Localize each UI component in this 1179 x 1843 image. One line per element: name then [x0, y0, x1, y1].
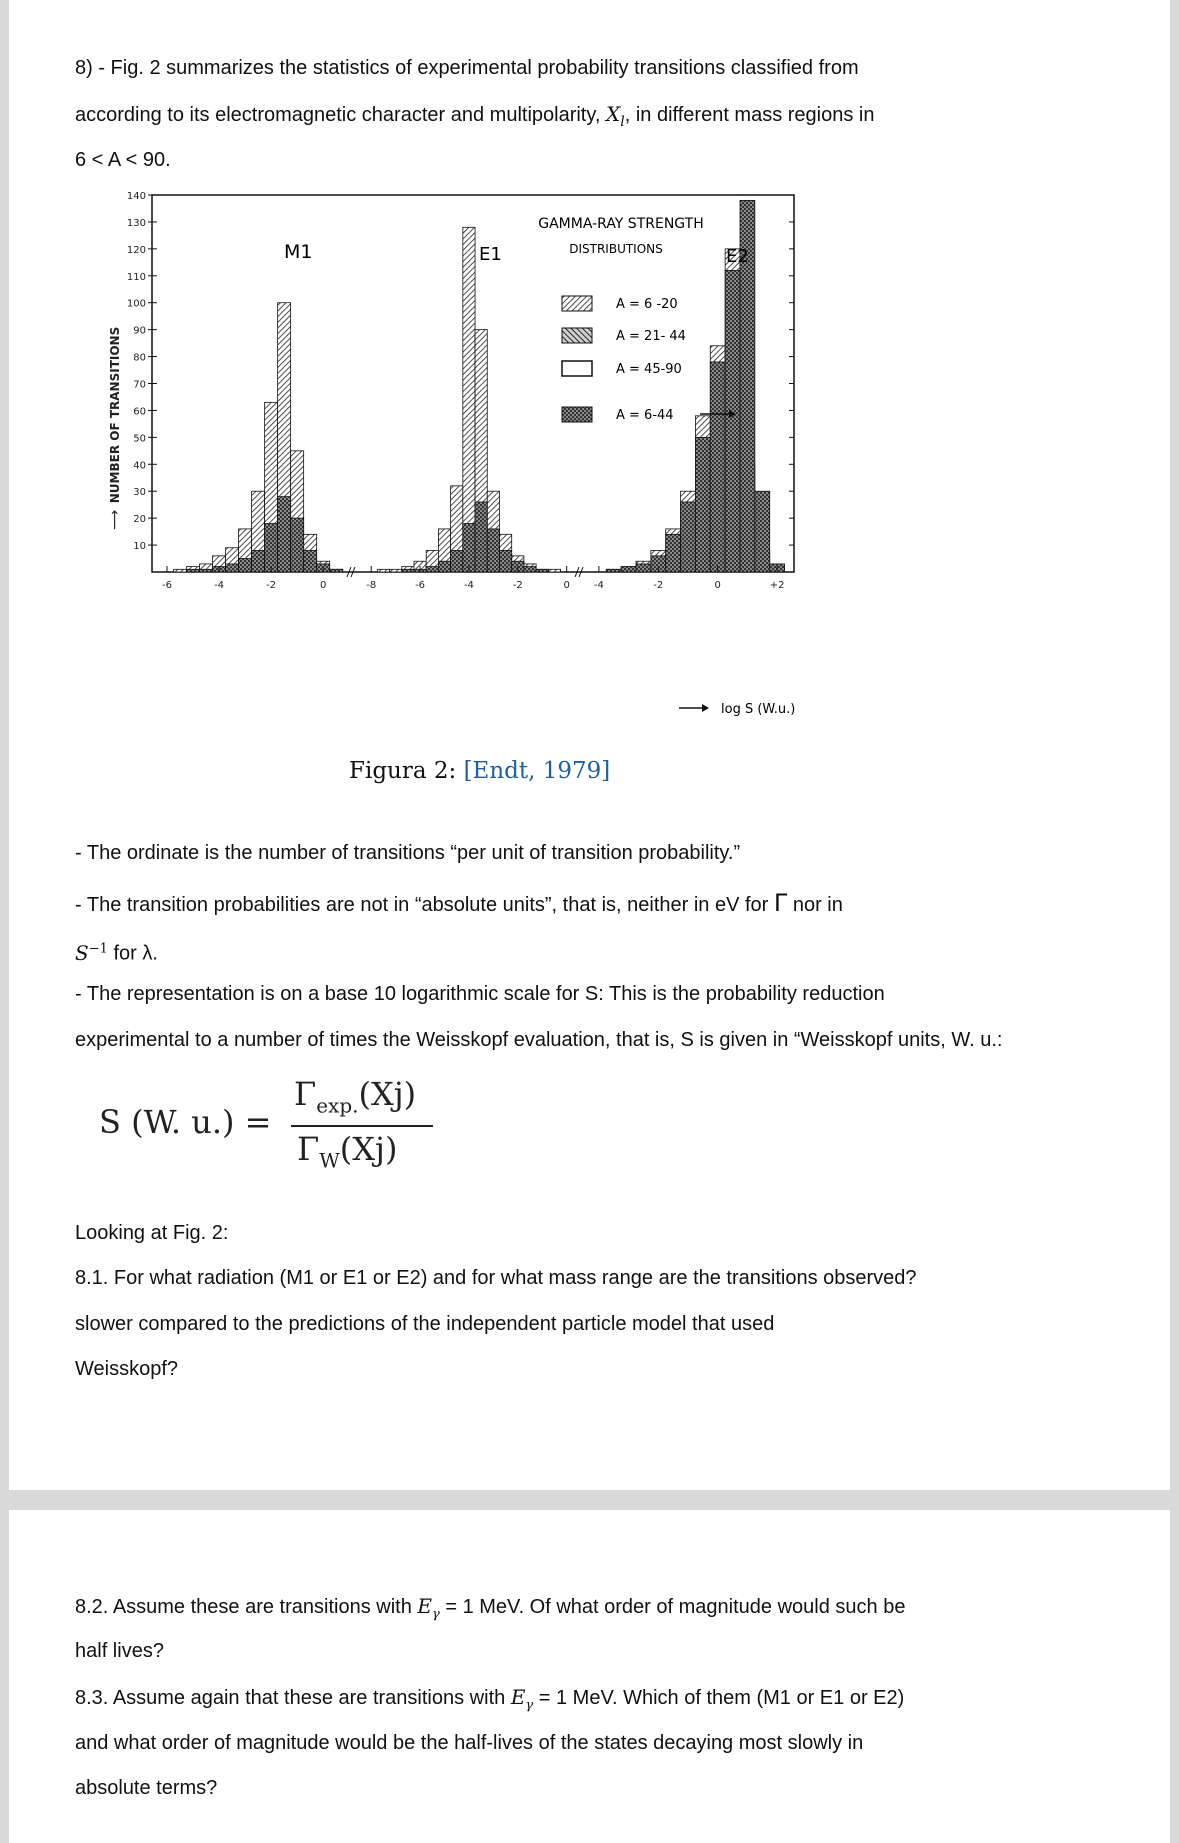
question-8-2-line-2: half lives?	[75, 1640, 164, 1662]
bar-e1-a6-20	[377, 569, 389, 572]
x-tick-label: -2	[512, 580, 523, 591]
bar-e1-a6-20	[548, 569, 560, 572]
legend-label-a21-44: A = 21- 44	[616, 329, 686, 344]
legend-label-a6-44: A = 6-44	[616, 408, 674, 423]
bullet-log-scale-cont: experimental to a number of times the Weisskopf evaluation, that is, S is given in “Weisskopf units, W. u.:	[75, 1029, 1003, 1051]
bar-e2-a6-44	[710, 362, 725, 572]
x-tick-label: -8	[366, 580, 377, 591]
x-tick-label: -4	[593, 580, 604, 591]
bullet-log-scale: - The representation is on a base 10 logarithmic scale for S: This is the probability reduction	[75, 983, 885, 1005]
figure-title-line-2: DISTRIBUTIONS	[569, 242, 663, 256]
bar-e1-a6-44	[499, 550, 511, 572]
intro-line-2: according to its electromagnetic character and multipolarity, $X_l$, in different mass regions in	[75, 102, 875, 130]
bar-e1-a6-20	[390, 569, 402, 572]
x-tick-label: 0	[319, 580, 327, 591]
document-page-1: 8) - Fig. 2 summarizes the statistics of experimental probability transitions classified from according to its electromagnetic character and multipolarity, $X_l$, in different mass regions in 6 < A < 90. 140 130 120 110 100 90 80 70 60 50 40 30 20 10 -6 -4 -2 0 -8 -6 -4 -2 0 -4 -2 0 +2 NUMBER OF TRANSITIONS ⟶ M1 E1 E2 GAMMA-RAY STRENGTH DISTRIBUTIONS A = 6 -20 A = 21- 44 A = 45-90 A = 6-44 log S (W.u.) Figura 2: [Endt, 1979] - The ordinate is the number of transitions “per unit of transition probability.” - The transition probabilities are not in “absolute units”, that is, neither in eV for Γ nor in $S^{-1}$ for λ. - The representation is on a base 10 logarithmic scale for S: This is the probability reduction experimental to a number of times the Weisskopf evaluation, that is, S is given in “Weisskopf units, W. u.: S (W. u.) = $\Gamma_{exp.}(Xj)$ $\Gamma_W(Xj)$ Looking at Fig. 2: 8.1. For what radiation (M1 or E1 or E2) and for what mass range are the transitions observed? slower compared to the predictions of the independent particle model that used Weisskopf?	[9, 0, 1170, 1490]
bar-e2-a6-44	[666, 534, 681, 572]
bar-m1-a6-44	[278, 497, 291, 572]
bar-m1-a6-44	[239, 559, 252, 572]
bar-m1-a6-44	[291, 518, 304, 572]
x-axis-label: log S (W.u.)	[721, 702, 796, 717]
bar-e1-a6-44	[451, 550, 463, 572]
y-tick-label: 40	[133, 460, 146, 472]
x-tick-label: -2	[653, 580, 664, 591]
question-8-3-line-2: and what order of magnitude would be the half-lives of the states decaying most slowly in	[75, 1732, 864, 1754]
gamma-strength-figure	[104, 190, 829, 730]
x-tick-label: +2	[769, 580, 785, 591]
bullet-ordinate: - The ordinate is the number of transitions “per unit of transition probability.”	[75, 842, 741, 864]
bar-e1-a6-44	[426, 567, 438, 572]
looking-heading: Looking at Fig. 2:	[75, 1222, 229, 1244]
x-axis-title	[679, 702, 795, 717]
bullet-units-cont: $S^{-1}$ for λ.	[75, 940, 158, 965]
y-tick-label: 60	[133, 406, 146, 418]
question-8-1-line-2: slower compared to the predictions of the independent particle model that used	[75, 1313, 775, 1335]
bar-e1-a6-44	[536, 569, 548, 572]
citation-link[interactable]: [Endt, 1979]	[463, 758, 611, 784]
y-tick-label: 140	[126, 191, 146, 202]
fraction-bar	[291, 1125, 433, 1127]
legend-swatch-a21-44	[562, 328, 592, 343]
x-tick-label: -6	[162, 580, 173, 591]
legend-swatch-a6-44	[562, 407, 592, 422]
question-8-1-line-1: 8.1. For what radiation (M1 or E1 or E2) and for what mass range are the transitions observed?	[75, 1267, 917, 1289]
y-tick-label: 100	[126, 298, 146, 310]
x-tick-label: -6	[415, 580, 426, 591]
multipolarity-symbol: $X_l$	[606, 102, 625, 130]
bar-m1-a6-44	[265, 524, 278, 572]
panel-label-e2: E2	[726, 246, 749, 267]
question-8-1-line-3: Weisskopf?	[75, 1358, 179, 1380]
y-tick-label: 10	[133, 541, 146, 553]
y-tick-label: 80	[133, 352, 146, 364]
formula-numerator: $\Gamma_{exp.}(Xj)$	[294, 1075, 417, 1118]
figure-title-line-1: GAMMA-RAY STRENGTH	[538, 216, 704, 232]
bar-e2-a6-44	[725, 270, 740, 572]
panel-label-m1: M1	[284, 241, 313, 263]
y-tick-label: 90	[133, 325, 146, 337]
y-tick-label: 20	[133, 514, 146, 526]
y-tick-label: 50	[133, 433, 146, 445]
bar-m1-a6-44	[252, 550, 265, 572]
bar-e1-a6-44	[524, 567, 536, 572]
legend-swatch-a45-90	[562, 361, 592, 376]
bar-m1-a6-44	[226, 564, 239, 572]
question-8-3-line-3: absolute terms?	[75, 1777, 218, 1799]
y-tick-label: 70	[133, 379, 146, 391]
intro-line-1: 8) - Fig. 2 summarizes the statistics of experimental probability transitions classified from	[75, 57, 859, 79]
y-arrow-icon: ⟶	[107, 509, 123, 531]
x-tick-label: -2	[266, 580, 277, 591]
panel-label-e1: E1	[479, 244, 502, 265]
formula-denominator: $\Gamma_W(Xj)$	[297, 1130, 398, 1173]
bullet-units: - The transition probabilities are not in “absolute units”, that is, neither in eV for Γ nor in	[75, 889, 843, 917]
bar-e1-a6-44	[475, 502, 487, 572]
bar-m1-a6-20	[174, 569, 187, 572]
bar-m1-a6-44	[304, 550, 317, 572]
intro-line-3: 6 < A < 90.	[75, 149, 171, 171]
bar-e2-a6-44	[621, 567, 636, 572]
y-tick-label: 130	[126, 217, 146, 229]
bar-e2-a6-44	[681, 502, 696, 572]
figure-caption: Figura 2: [Endt, 1979]	[349, 758, 611, 784]
bar-e2-a6-44	[636, 564, 651, 572]
bar-e1-a6-44	[487, 529, 499, 572]
bar-e1-a6-44	[438, 561, 450, 572]
x-tick-label: -4	[463, 580, 474, 591]
bar-e2-a6-44	[695, 437, 710, 572]
x-tick-label: 0	[563, 580, 570, 591]
x-tick-label: -4	[214, 580, 225, 591]
legend-label-a6-20: A = 6 -20	[616, 297, 678, 312]
bar-e2-a6-44	[606, 569, 621, 572]
bar-m1-a6-44	[187, 569, 200, 572]
question-8-3-line-1: 8.3. Assume again that these are transitions with $E_\gamma = 1$ MeV. Which of them (M1 or E1 or E2)	[75, 1685, 905, 1713]
question-8-2-line-1: 8.2. Assume these are transitions with $E_\gamma = 1$ MeV. Of what order of magnitude would such be	[75, 1594, 906, 1622]
bar-m1-a6-44	[330, 569, 343, 572]
document-page-2	[9, 1510, 1170, 1843]
bar-e1-a6-44	[402, 569, 414, 572]
x-tick-label: 0	[714, 580, 721, 591]
y-tick-label: 120	[126, 244, 146, 256]
bar-e2-a6-44	[755, 491, 770, 572]
bar-m1-a6-44	[200, 569, 213, 572]
legend-swatch-a6-20	[562, 296, 592, 311]
bar-e1-a6-44	[463, 524, 475, 572]
y-axis-label: NUMBER OF TRANSITIONS	[108, 326, 122, 504]
legend-label-a45-90: A = 45-90	[616, 362, 682, 377]
y-tick-label: 110	[126, 271, 146, 283]
y-tick-label: 30	[133, 487, 146, 499]
bar-e1-a6-20	[463, 227, 475, 572]
